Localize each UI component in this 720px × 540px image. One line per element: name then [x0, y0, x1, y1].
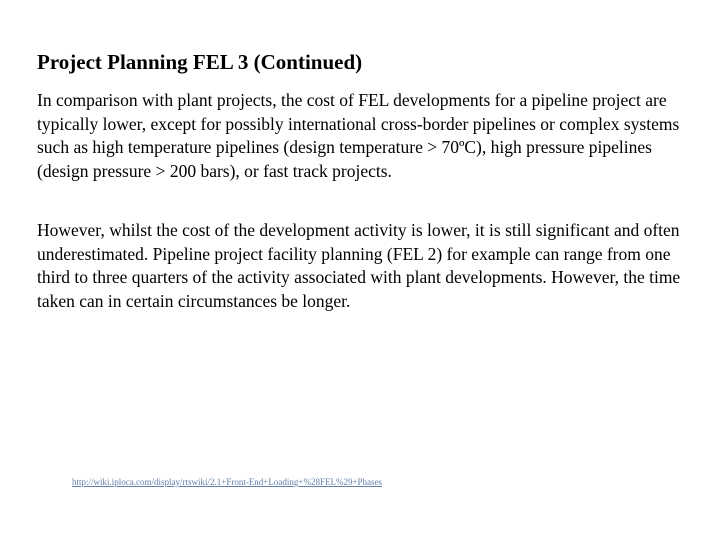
slide-title: Project Planning FEL 3 (Continued) — [37, 50, 363, 74]
source-link[interactable]: http://wiki.iploca.com/display/rtswiki/2.1+Front-End+Loading+%28FEL%29+Phases — [72, 477, 383, 487]
paragraph-development-activity: However, whilst the cost of the development activity is lower, it is still significant and often underestimated. Pipeline project facility planning (FEL 2) for example can range from one third to three quarters of the activity associated with plant developments. However, the time taken can in certain circumstances be longer. — [37, 220, 681, 311]
paragraph-cost-comparison: In comparison with plant projects, the cost of FEL developments for a pipeline project are typically lower, except for possibly international cross-border pipelines or complex systems such as high temperature pipelines (design temperature > 70ºC), high pressure pipelines (design pressure > 200 bars), or fast track projects. — [37, 90, 680, 181]
